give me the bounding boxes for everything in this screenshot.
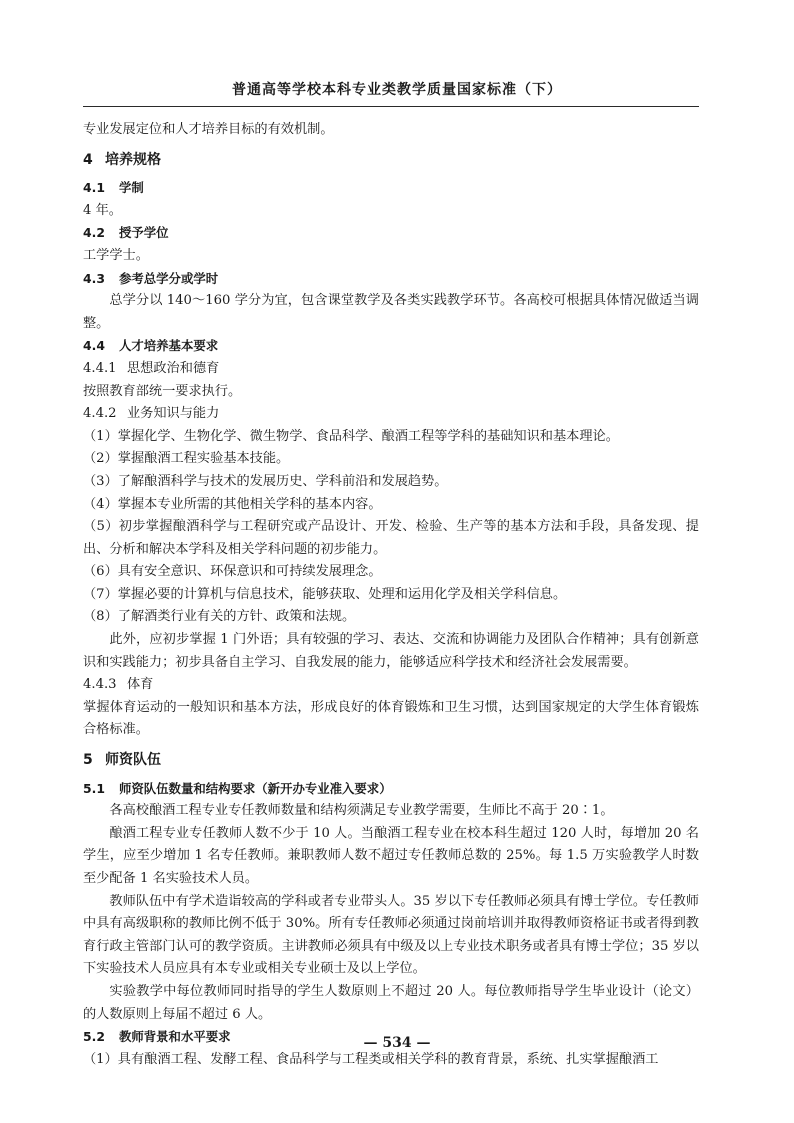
- subsection-title: 师资队伍数量和结构要求（新开办专业准入要求）: [119, 780, 392, 796]
- list-item: （1）掌握化学、生物化学、微生物学、食品科学、酿酒工程等学科的基础知识和基本理论。: [83, 428, 619, 444]
- paragraph: 按照教育部统一要求执行。: [83, 383, 242, 399]
- subsubsection-heading: [83, 403, 699, 426]
- header-rule: [83, 106, 699, 107]
- list-item: （3）了解酿酒科学与技术的发展历史、学科前沿和发展趋势。: [83, 473, 448, 489]
- subsection-heading: [83, 268, 699, 291]
- subsection-title: 人才培养基本要求: [119, 338, 219, 354]
- subsubsection-title: 体育: [127, 677, 154, 693]
- subsection-heading: [83, 335, 699, 358]
- running-header: 普通高等学校本科专业类教学质量国家标准（下）: [232, 82, 562, 98]
- paragraph: 总学分以 140～160 学分为宜，包含课堂教学及各类实践教学环节。各高校可根据具体情况做适当调整。: [83, 293, 699, 331]
- subsubsection-number: 4.4.2: [83, 406, 117, 422]
- list-item: （5）初步掌握酿酒科学与工程研究或产品设计、开发、检验、生产等的基本方法和手段，具备发现、提出、分析和解决本学科及相关学科问题的初步能力。: [83, 519, 699, 557]
- subsubsection-heading: [83, 674, 699, 697]
- subsection-number: 4.2: [83, 225, 105, 241]
- subsubsection-title: 业务知识与能力: [127, 406, 220, 422]
- subsection-title: 授予学位: [119, 225, 169, 241]
- subsection-number: 5.1: [83, 780, 105, 796]
- paragraph: 掌握体育运动的一般知识和基本方法，形成良好的体育锻炼和卫生习惯，达到国家规定的大学生体育锻炼合格标准。: [83, 699, 699, 738]
- subsection-number: 4.1: [83, 180, 105, 196]
- list-item: （4）掌握本专业所需的其他相关学科的基本内容。: [83, 496, 382, 512]
- subsection-number: 5.2: [83, 1029, 105, 1045]
- list-item: （6）具有安全意识、环保意识和可持续发展理念。: [83, 564, 382, 580]
- list-item: （8）了解酒类行业有关的方针、政策和法规。: [83, 609, 356, 625]
- section-heading: [83, 749, 699, 772]
- subsubsection-heading: [83, 358, 699, 381]
- paragraph: 教师队伍中有学术造诣较高的学科或者专业带头人。35 岁以下专任教师必须具有博士学位。专任教师中具有高级职称的教师比例不低于 30%。所有专任教师必须通过岗前培训并取得教师资格证书或者得到教育行政主管部门认可的教学资质。主讲教师必须具有中级及以上专业技术职务或者具有博士学位；35 岁以下实验技术人员应具有本专业或相关专业硕士及以上学位。: [83, 893, 699, 977]
- list-item: （1）具有酿酒工程、发酵工程、食品科学与工程类或相关学科的教育背景，系统、扎实掌握酿酒工: [83, 1051, 659, 1067]
- subsection-title: 参考总学分或学时: [119, 270, 219, 286]
- subsection-heading: [83, 778, 699, 801]
- page-number: — 534 —: [363, 1035, 431, 1051]
- section-number: 4: [83, 151, 93, 168]
- subsubsection-number: 4.4.1: [83, 360, 117, 376]
- paragraph: 此外，应初步掌握 1 门外语；具有较强的学习、表达、交流和协调能力及团队合作精神；具有创新意识和实践能力；初步具备自主学习、自我发展的能力，能够适应科学技术和经济社会发展需要。: [83, 632, 699, 670]
- paragraph: 酿酒工程专业专任教师人数不少于 10 人。当酿酒工程专业在校本科生超过 120 人时，每增加 20 名学生，应至少增加 1 名专任教师。兼职教师人数不超过专任教师总数的 25%。每 1.5 万实验教学人时数至少配备 1 名实验技术人员。: [83, 825, 699, 886]
- subsubsection-number: 4.4.3: [83, 677, 117, 693]
- list-item: （2）掌握酿酒工程实验基本技能。: [83, 451, 290, 467]
- paragraph: 工学学士。: [83, 247, 149, 263]
- paragraph: 实验教学中每位教师同时指导的学生人数原则上不超过 20 人。每位教师指导学生毕业设计（论文）的人数原则上每届不超过 6 人。: [83, 983, 699, 1022]
- paragraph: 4 年。: [83, 202, 122, 218]
- section-title: 师资队伍: [105, 752, 161, 769]
- subsection-number: 4.3: [83, 270, 105, 286]
- list-item: （7）掌握必要的计算机与信息技术，能够获取、处理和运用化学及相关学科信息。: [83, 586, 567, 602]
- section-number: 5: [83, 752, 93, 769]
- subsection-number: 4.4: [83, 338, 105, 354]
- subsection-title: 教师背景和水平要求: [119, 1029, 231, 1045]
- page-body: [83, 119, 699, 1071]
- paragraph: 专业发展定位和人才培养目标的有效机制。: [83, 122, 334, 137]
- section-heading: [83, 149, 699, 172]
- section-title: 培养规格: [105, 151, 161, 168]
- subsection-heading: [83, 177, 699, 200]
- subsubsection-title: 思想政治和德育: [127, 360, 220, 376]
- subsection-heading: [83, 222, 699, 245]
- paragraph: 各高校酿酒工程专业专任教师数量和结构须满足专业教学需要，生师比不高于 20∶1。: [109, 803, 614, 819]
- subsection-title: 学制: [119, 180, 144, 196]
